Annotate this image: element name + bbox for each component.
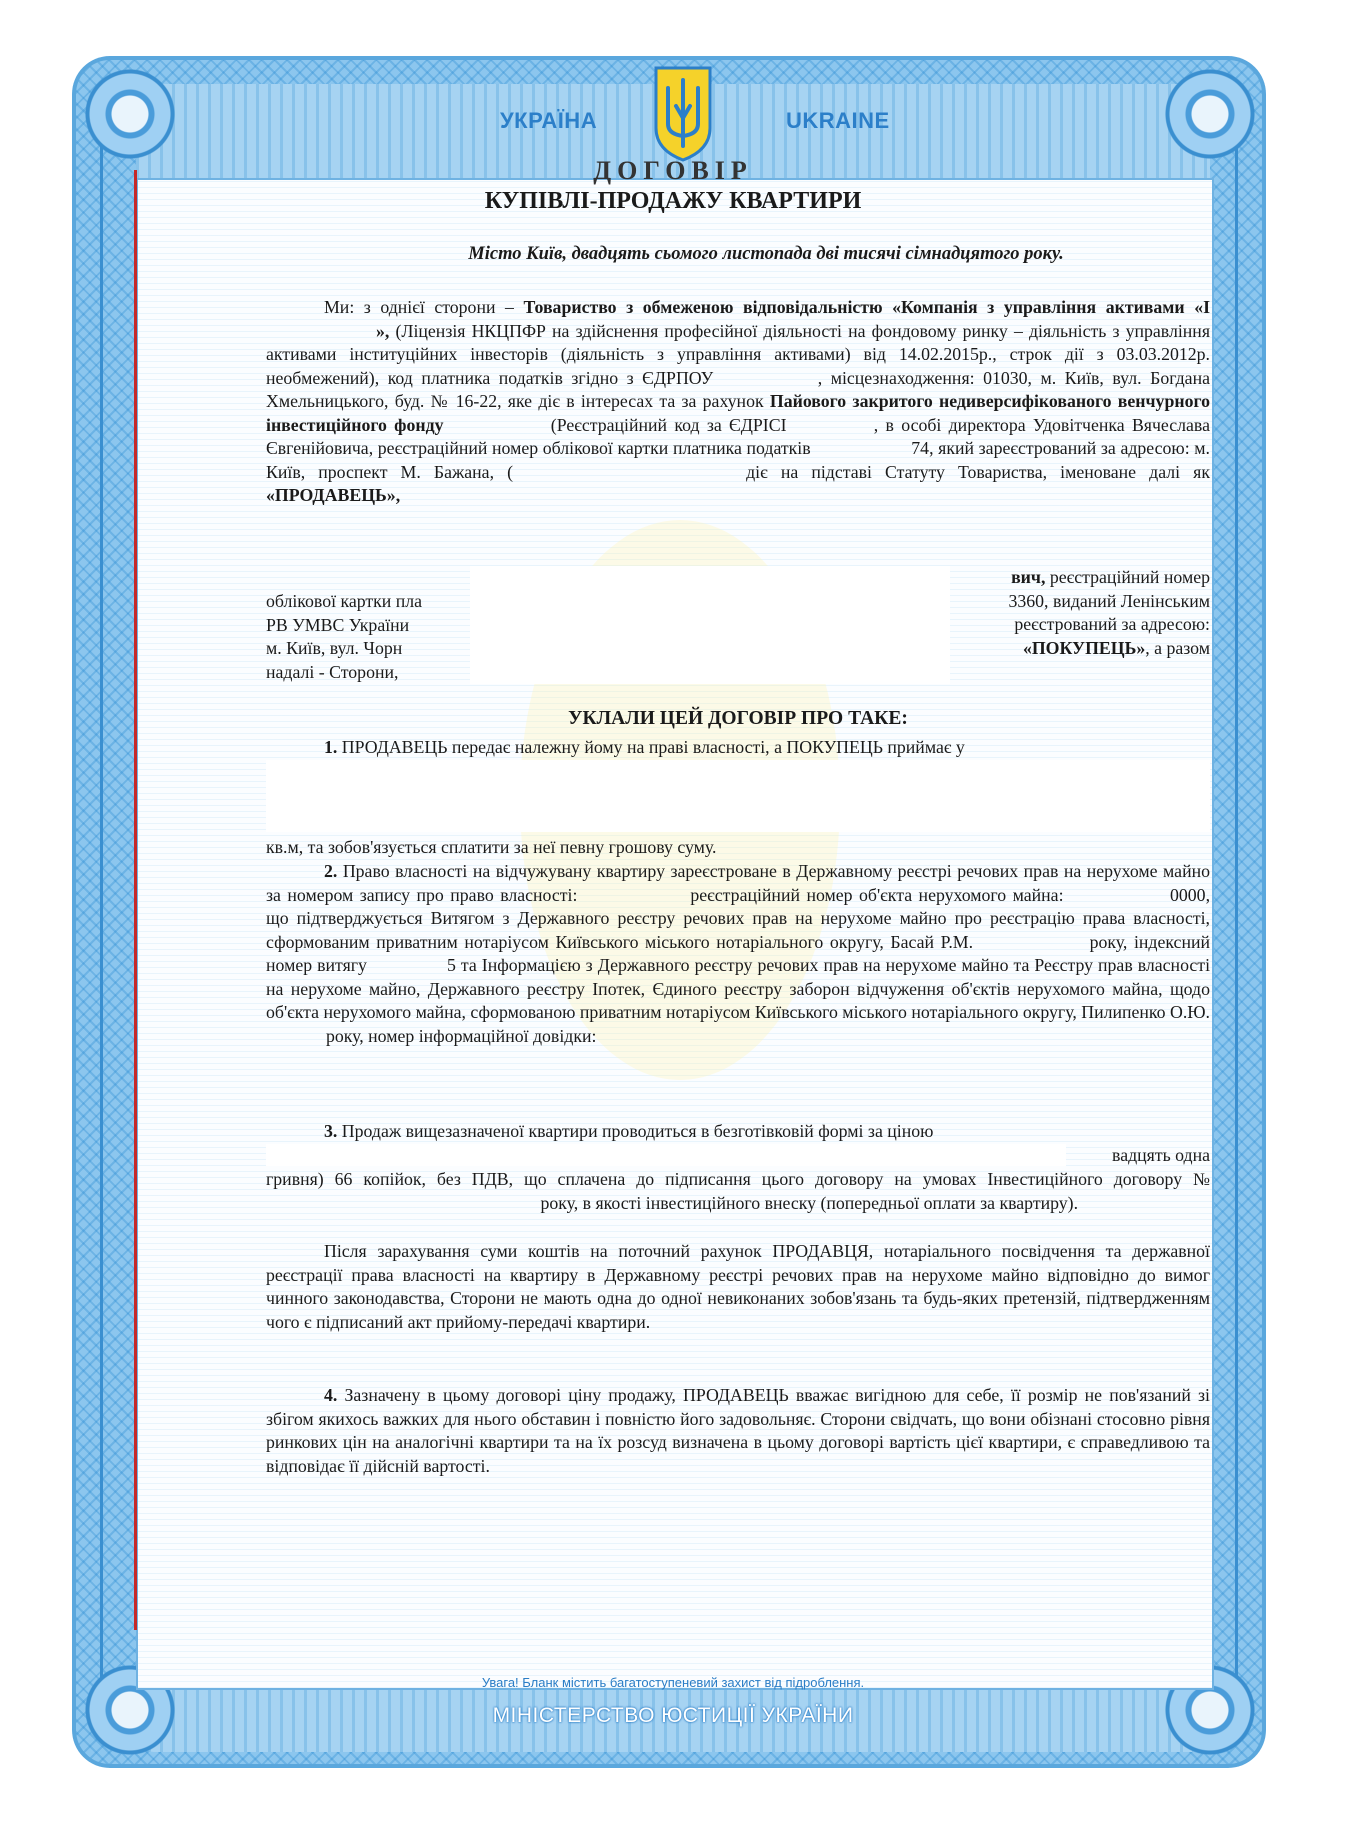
- text-span: Право власності на відчужувану квартиру зареєстроване в Державному реєстрі речових прав на нерухоме майно за номером запису про право власності:: [266, 861, 1210, 905]
- doc-subtitle: КУПІВЛІ-ПРОДАЖУ КВАРТИРИ: [484, 188, 862, 214]
- blank-warning: Увага! Бланк містить багатоступеневий захист від підроблення.: [481, 1675, 865, 1690]
- text-span: реєстраційний номер об'єкта нерухомого майна:: [683, 884, 1070, 905]
- text-span: 0000, що підтверджується Витягом з Державного реєстру речових прав на нерухоме майно про реєстрацію права власності, сформованим приватним нотаріусом Київського міського нотаріального округу, Басай Р.М.: [266, 884, 1211, 952]
- text-span: гривня) 66 копійок, без ПДВ, що сплачена до підписання цього договору на умовах Інвестиційного договору №: [266, 1169, 1210, 1189]
- fund-name: Пайового закритого недиверсифікованого венчурного інвестиційного фонду: [266, 391, 1210, 435]
- section-heading: УКЛАЛИ ЦЕЙ ДОГОВІР ПРО ТАКЕ:: [568, 708, 908, 729]
- text-span: року, номер інформаційної довідки:: [326, 1025, 597, 1046]
- redaction-block: [266, 760, 1210, 832]
- redacted-right-fragments: [960, 566, 1210, 660]
- text-span: »,: [376, 320, 390, 341]
- text-span: РВ УМВС України: [266, 614, 410, 635]
- text-span: , в особі директора Удовітченка Вячеслава Євгенійовича, реєстраційний номер облікової картки платника податків: [266, 414, 1210, 458]
- text-span: , місцезнаходження: 01030, м. Київ, вул. Богдана Хмельницького, буд. № 16-22, яке діє в інтересах та за рахунок: [266, 367, 1210, 411]
- clause-number: 1.: [324, 737, 338, 757]
- text-span: 5 та Інформацією з Державного реєстру речових прав на нерухоме майно та Реєстру прав власності на нерухоме майно, Державного реєстру Іпотек, Єдиного реєстру заборон відчуження об'єктів нерухомого майна, щодо об'єкта нерухомого майна, сформованою приватним нотаріусом Київського міського нотаріального округу, Пилипенко О.Ю.: [266, 955, 1211, 1022]
- text-span: Ми: з однієї сторони –: [324, 297, 524, 317]
- text-span: облікової картки пла: [266, 591, 423, 611]
- clause-3-payment: Після зарахування суми коштів на поточний рахунок ПРОДАВЦЯ, нотаріального посвідчення та державної реєстрації права власності на квартиру в Державному реєстрі речових прав на нерухоме майно відповідно до вимог чинного законодавства, Сторони не мають одна до одної невиконаних зобов'язань та будь-яких претензій, підтвердженням чого є підписаний акт прийому-передачі квартири.: [266, 1241, 1210, 1332]
- text-span: ПРОДАВЕЦЬ передає належну йому на праві власності, а ПОКУПЕЦЬ приймає у: [337, 737, 965, 757]
- country-label-en: UKRAINE: [786, 108, 890, 133]
- text-span: року, індексний номер витягу: [266, 931, 1210, 975]
- seller-label: «ПРОДАВЕЦЬ»,: [266, 485, 401, 505]
- clause-3-fragment: вадцять одна: [1112, 1145, 1210, 1165]
- text-span: реєстрований за адресою:: [1014, 614, 1210, 634]
- clause-1-tail: кв.м, та зобов'язується сплатити за неї певну грошову суму.: [266, 837, 717, 857]
- clause-3-continued: [266, 1168, 1210, 1215]
- buyer-label: «ПОКУПЕЦЬ»: [1022, 637, 1146, 658]
- trident-emblem-icon: [654, 66, 712, 162]
- clause-number: 2.: [324, 861, 338, 881]
- text-span: Продаж вищезазначеної квартири проводиться в безготівковій формі за ціною: [337, 1121, 934, 1141]
- text-span: 3360, виданий Ленінським: [1008, 590, 1210, 611]
- text-span: надалі - Сторони,: [266, 661, 399, 682]
- text-span: (Ліцензія НКЦПФР на здійснення професійної діяльності на фондовому ринку – діяльність з управління активами інституційних інвесторів (діяльність з управління активами) від 14.02.2015р., строк дії з 03.03.2012р. необмежений), код платника податків згідно з ЄДРПОУ: [266, 320, 1210, 388]
- clause-4: [266, 1384, 1210, 1478]
- binding-thread: [134, 170, 137, 1630]
- text-span: (Реєстраційний код за ЄДРІСІ: [543, 414, 794, 435]
- text-span: м. Київ, вул. Чорн: [266, 638, 403, 658]
- doc-title: ДОГОВІР: [593, 156, 753, 185]
- clause-number: 3.: [324, 1121, 338, 1141]
- clause-1: [266, 736, 1210, 760]
- clause-number: 4.: [324, 1385, 338, 1405]
- country-label-ua: УКРАЇНА: [500, 108, 598, 133]
- clause-3: [266, 1120, 1210, 1144]
- ministry-label: МІНІСТЕРСТВО ЮСТИЦІЇ УКРАЇНИ: [492, 1704, 854, 1727]
- seller-name: Товариство з обмеженою відповідальністю «Компанія з управління активами «І: [523, 297, 1211, 317]
- place-date-line: Місто Київ, двадцять сьомого листопада дві тисячі сімнадцятого року.: [468, 244, 1064, 264]
- text-span: Зазначену в цьому договорі ціну продажу, ПРОДАВЕЦЬ вважає вигідною для себе, її розмір не пов'язаний зі збігом якихось важких для нього обставин і повністю його задовольняє. Сторони свідчать, що вони обізнані стосовно рівня ринкових цін на аналогічні квартири та на їх розсуд визначена в цьому договорі вартість цієї квартири, є справедливою та відповідає її дійсній вартості.: [266, 1385, 1210, 1476]
- redaction-block: [266, 1144, 1066, 1166]
- redaction-block: [470, 566, 950, 684]
- clause-2: [266, 860, 1210, 1048]
- text-span: діє на підставі Статуту Товариства, іменоване далі як: [733, 461, 1210, 482]
- text-span: реєстраційний номер: [1045, 567, 1210, 587]
- text-span: року, в якості інвестиційного внеску (попередньої оплати за квартиру).: [536, 1192, 1079, 1213]
- redacted-left-fragments: [266, 590, 486, 684]
- text-span: , а разом: [1145, 637, 1210, 658]
- text-span: вич,: [1011, 567, 1046, 587]
- parties-paragraph: [266, 296, 1210, 508]
- text-span: 74, який зареєстрований за адресою: м. Київ, проспект М. Бажана, (: [266, 438, 1210, 482]
